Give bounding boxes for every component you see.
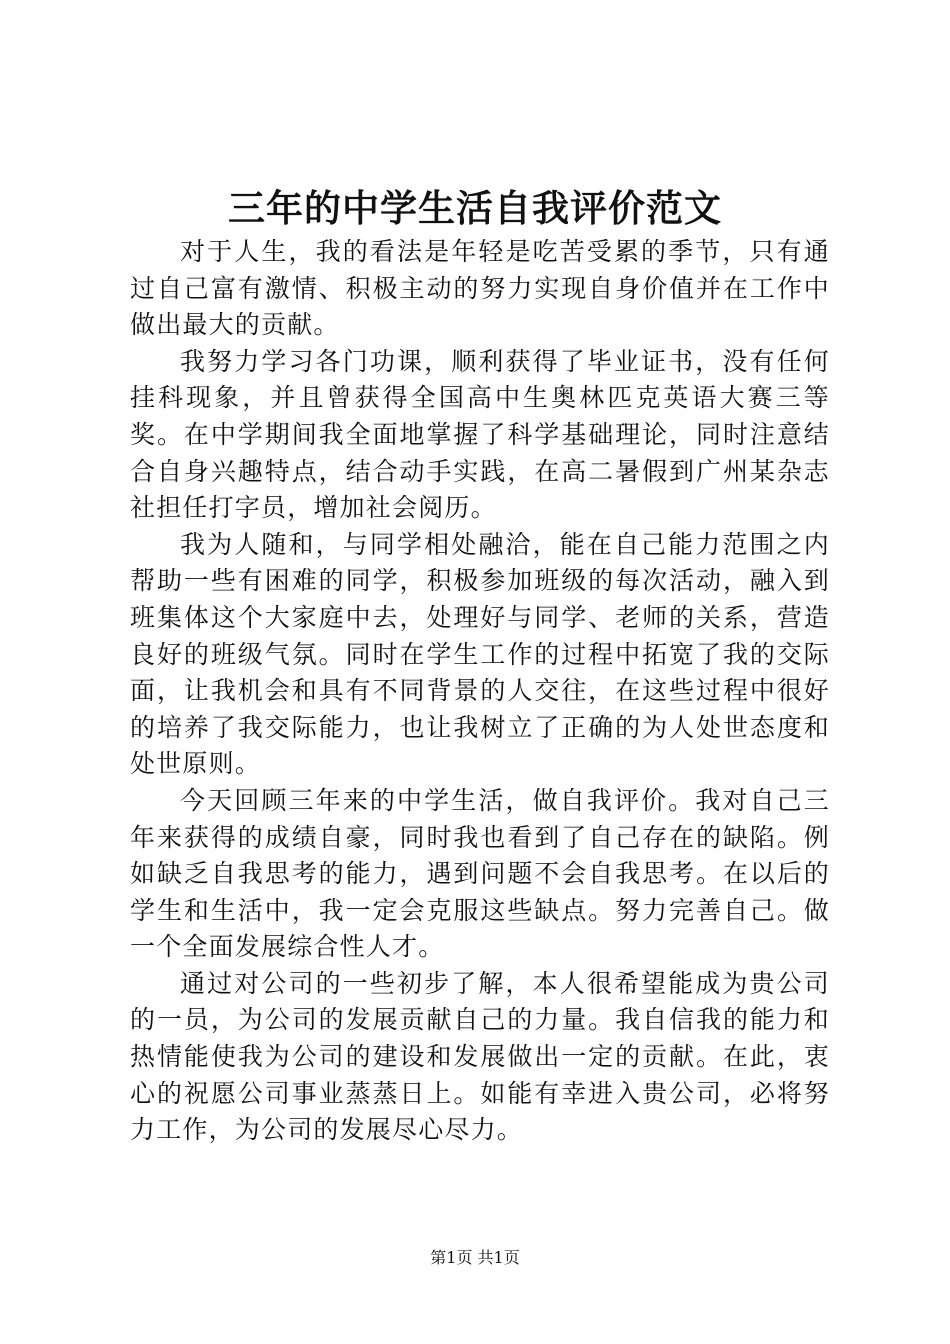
paragraph-1: 对于人生，我的看法是年轻是吃苦受累的季节，只有通过自己富有激情、积极主动的努力实现自身价值并在工作中做出最大的贡献。 [130,237,830,340]
page-footer: 第1页 共1页 [430,1248,520,1267]
paragraph-3: 我为人随和，与同学相处融洽，能在自己能力范围之内帮助一些有困难的同学，积极参加班级的每次活动，融入到班集体这个大家庭中去，处理好与同学、老师的关系，营造良好的班级气氛。同时在学生工作的过程中拓宽了我的交际面，让我机会和具有不同背景的人交往，在这些过程中很好的培养了我交际能力，也让我树立了正确的为人处世态度和处世原则。 [130,529,830,779]
document-title: 三年的中学生活自我评价范文 [228,186,722,230]
paragraph-4: 今天回顾三年来的中学生活，做自我评价。我对自己三年来获得的成绩自豪，同时我也看到了自己存在的缺陷。例如缺乏自我思考的能力，遇到问题不会自我思考。在以后的学生和生活中，我一定会克服这些缺点。努力完善自己。做一个全面发展综合性人才。 [130,785,830,962]
paragraph-2: 我努力学习各门功课，顺利获得了毕业证书，没有任何挂科现象，并且曾获得全国高中生奥林匹克英语大赛三等奖。在中学期间我全面地掌握了科学基础理论，同时注意结合自身兴趣特点，结合动手实践，在高二暑假到广州某杂志社担任打字员，增加社会阅历。 [130,346,830,523]
document-body [130,234,830,1149]
paragraph-5: 通过对公司的一些初步了解，本人很希望能成为贵公司的一员，为公司的发展贡献自己的力量。我自信我的能力和热情能使我为公司的建设和发展做出一定的贡献。在此，衷心的祝愿公司事业蒸蒸日上。如能有幸进入贵公司，必将努力工作，为公司的发展尽心尽力。 [130,968,830,1145]
